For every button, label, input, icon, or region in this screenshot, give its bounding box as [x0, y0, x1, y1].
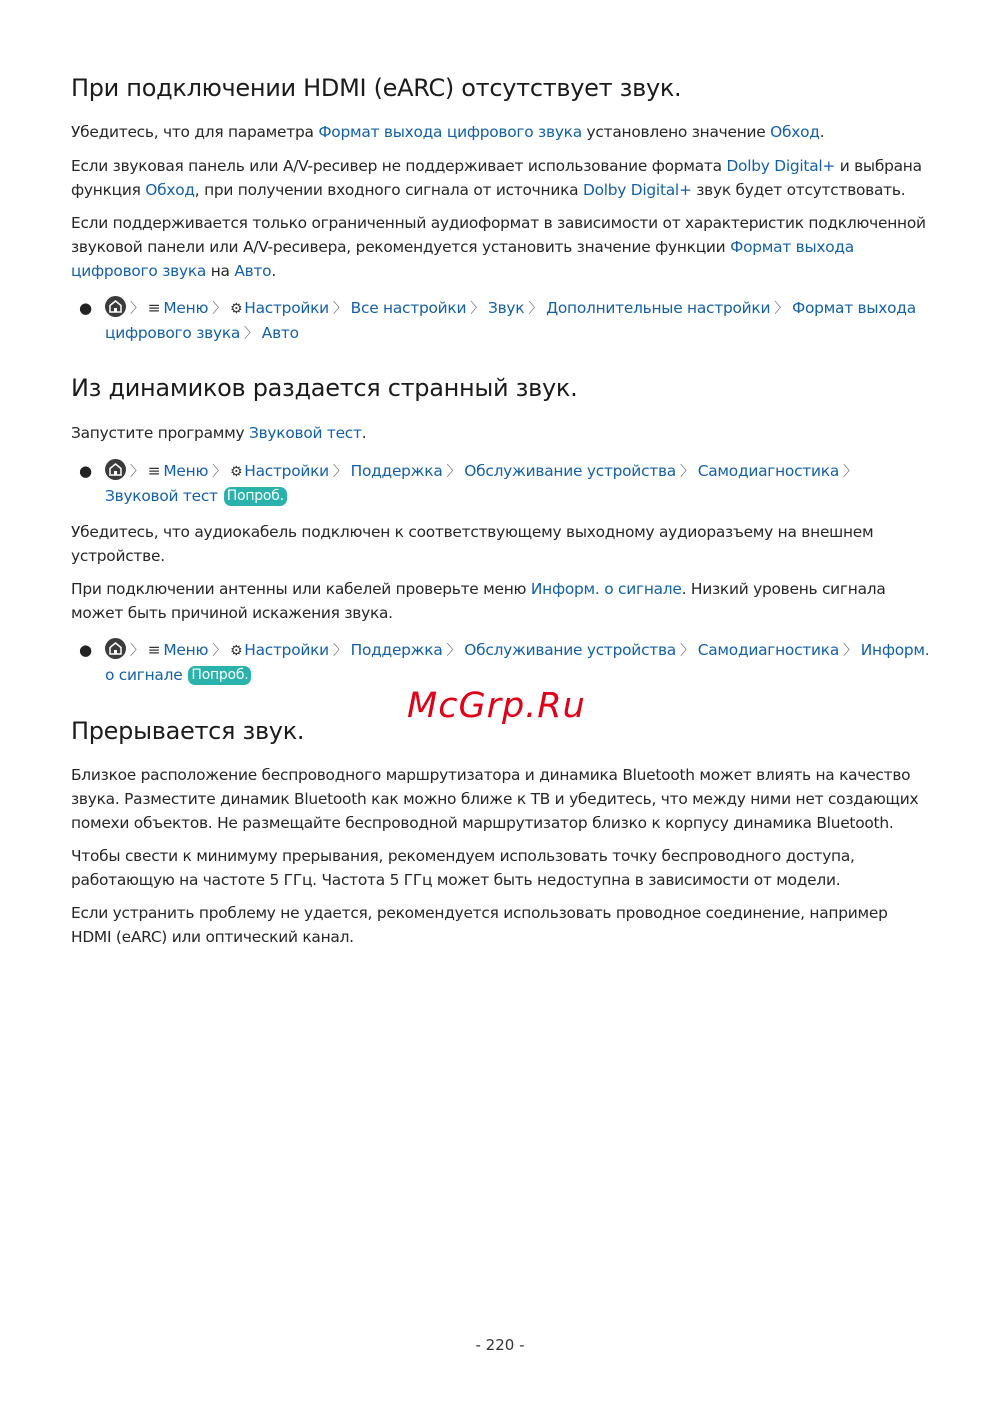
section-title: При подключении HDMI (eARC) отсутствует звук.	[71, 74, 682, 102]
gear-icon: ⚙	[229, 464, 243, 480]
nav-item[interactable]: Поддержка	[350, 641, 443, 659]
text: на	[206, 262, 235, 280]
text: и выбрана функция	[71, 157, 922, 199]
paragraph	[71, 120, 931, 144]
paragraph: Близкое расположение беспроводного маршрутизатора и динамика Bluetooth может влиять на качество звука. Разместите динамик Bluetooth как можно ближе к ТВ и убедитесь, что между ними нет создающих помехи объектов. Не размещайте беспроводной маршрутизатор близко к корпусу динамика Bluetooth.	[71, 766, 919, 832]
nav-item[interactable]: Все настройки	[350, 299, 467, 317]
nav-item[interactable]: Самодиагностика	[697, 462, 840, 480]
chevron-right-icon: 〉	[470, 301, 484, 317]
bullet: ●	[79, 462, 92, 480]
text: .	[819, 123, 825, 141]
text: Убедитесь, что для параметра	[71, 123, 319, 141]
nav-item[interactable]: Меню	[163, 299, 209, 317]
menu-icon: ≡	[147, 641, 161, 659]
chevron-right-icon: 〉	[332, 301, 347, 317]
nav-item[interactable]: Обслуживание устройства	[464, 641, 676, 659]
text: Если поддерживается только ограниченный аудиоформат в зависимости от характеристик подключенной звуковой панели или A/V-ресивера, рекомендуется установить значение функции	[71, 214, 926, 256]
paragraph	[71, 421, 931, 445]
link-digital-audio-format[interactable]: Формат выхода цифрового звука	[318, 123, 582, 141]
nav-item[interactable]: Настройки	[244, 299, 329, 317]
chevron-right-icon: 〉	[774, 301, 788, 317]
menu-icon: ≡	[147, 462, 161, 480]
chevron-right-icon: 〉	[528, 301, 543, 317]
text: , при получении входного сигнала от источника	[194, 181, 583, 199]
paragraph: Убедитесь, что аудиокабель подключен к соответствующему выходному аудиоразъему на внешнем устройстве.	[71, 523, 874, 565]
chevron-right-icon: 〉	[446, 464, 461, 480]
chevron-right-icon: 〉	[446, 643, 461, 659]
chevron-right-icon: 〉	[843, 464, 857, 480]
text: Если звуковая панель или A/V-ресивер не поддерживает использование формата	[71, 157, 727, 175]
chevron-right-icon: 〉	[212, 464, 226, 480]
nav-item[interactable]: Звуковой тест	[105, 487, 218, 505]
paragraph: Чтобы свести к минимуму прерывания, рекомендуем использовать точку беспроводного доступа, работающую на частоте 5 ГГц. Частота 5 ГГц может быть недоступна в зависимости от модели.	[71, 847, 855, 889]
nav-item[interactable]: Дополнительные настройки	[546, 299, 771, 317]
home-icon[interactable]	[105, 638, 126, 659]
paragraph	[71, 154, 931, 202]
text: . Низкий уровень сигнала может быть причиной искажения звука.	[71, 580, 886, 622]
paragraph: Если устранить проблему не удается, рекомендуется использовать проводное соединение, например HDMI (eARC) или оптический канал.	[71, 904, 888, 946]
text: .	[271, 262, 276, 280]
try-now-button[interactable]: Попроб.	[224, 487, 287, 506]
paragraph	[71, 211, 931, 283]
section-title: Из динамиков раздается странный звук.	[71, 374, 578, 402]
text: звук будет отсутствовать.	[691, 181, 906, 199]
text: Запустите программу	[71, 424, 249, 442]
nav-item[interactable]: Обслуживание устройства	[464, 462, 676, 480]
link-digital-audio-format[interactable]: Формат выхода цифрового звука	[71, 238, 854, 280]
chevron-right-icon: 〉	[843, 643, 857, 659]
gear-icon: ⚙	[229, 643, 243, 659]
watermark: McGrp.Ru	[407, 686, 586, 726]
nav-item[interactable]: Меню	[163, 462, 209, 480]
nav-item[interactable]: Самодиагностика	[697, 641, 840, 659]
menu-path	[71, 459, 931, 508]
home-icon[interactable]	[105, 296, 126, 317]
nav-item[interactable]: Поддержка	[350, 462, 443, 480]
chevron-right-icon: 〉	[130, 464, 144, 480]
home-icon[interactable]	[105, 459, 126, 480]
link-dolby-digital-plus[interactable]: Dolby Digital+	[726, 157, 836, 175]
nav-item[interactable]: Авто	[261, 324, 299, 342]
bullet: ●	[79, 641, 92, 659]
text: При подключении антенны или кабелей проверьте меню	[71, 580, 531, 598]
paragraph	[71, 577, 931, 625]
nav-item[interactable]: Настройки	[244, 462, 329, 480]
link-auto[interactable]: Авто	[234, 262, 272, 280]
chevron-right-icon: 〉	[680, 643, 694, 659]
nav-item[interactable]: Звук	[487, 299, 525, 317]
chevron-right-icon: 〉	[130, 643, 144, 659]
chevron-right-icon: 〉	[332, 643, 347, 659]
menu-icon: ≡	[147, 299, 161, 317]
link-bypass[interactable]: Обход	[145, 181, 195, 199]
section-title: Прерывается звук.	[71, 717, 305, 745]
text: установлено значение	[581, 123, 771, 141]
link-signal-info[interactable]: Информ. о сигнале	[530, 580, 682, 598]
chevron-right-icon: 〉	[130, 301, 144, 317]
chevron-right-icon: 〉	[680, 464, 694, 480]
nav-item[interactable]: Формат выхода цифрового звука	[105, 299, 916, 342]
nav-item[interactable]: Меню	[163, 641, 209, 659]
link-sound-test[interactable]: Звуковой тест	[248, 424, 362, 442]
chevron-right-icon: 〉	[244, 326, 258, 342]
bullet: ●	[79, 299, 92, 317]
nav-item[interactable]: Настройки	[244, 641, 329, 659]
menu-path	[71, 296, 931, 346]
page-number: - 220 -	[475, 1336, 525, 1354]
link-bypass[interactable]: Обход	[770, 123, 820, 141]
chevron-right-icon: 〉	[212, 643, 226, 659]
text: .	[361, 424, 367, 442]
nav-item[interactable]: Информ. о сигнале	[105, 641, 930, 684]
chevron-right-icon: 〉	[212, 301, 226, 317]
link-dolby-digital-plus[interactable]: Dolby Digital+	[582, 181, 692, 199]
gear-icon: ⚙	[229, 301, 243, 317]
chevron-right-icon: 〉	[332, 464, 347, 480]
menu-path	[71, 638, 931, 687]
try-now-button[interactable]: Попроб.	[188, 666, 251, 685]
